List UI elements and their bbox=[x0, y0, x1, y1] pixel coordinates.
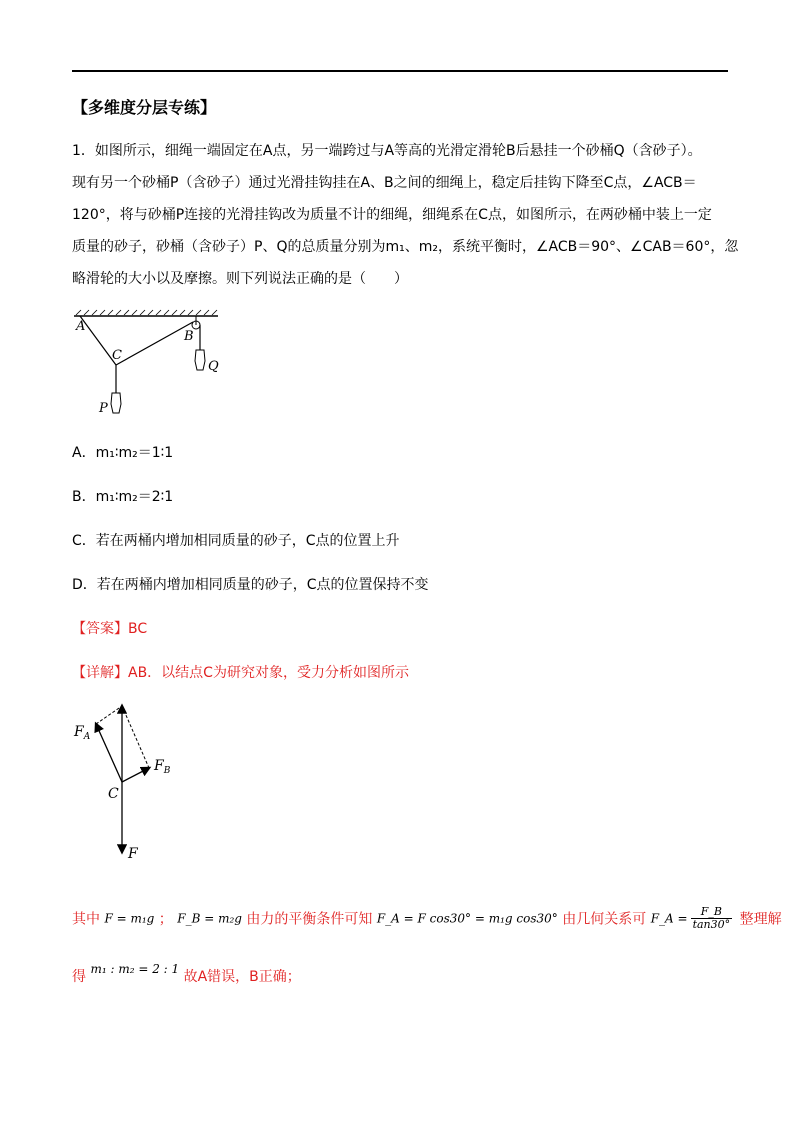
formula-line bbox=[72, 906, 782, 936]
answer bbox=[72, 618, 147, 638]
label-fa: $F_A$ bbox=[74, 724, 91, 742]
conclusion-eq: m₁ : m₂ = 2 : 1 bbox=[90, 962, 180, 976]
formula-sep: ； bbox=[158, 911, 173, 928]
dashed-line-2 bbox=[122, 706, 149, 768]
option-a-text: m₁∶m₂＝1∶1 bbox=[95, 445, 174, 461]
formula-text-2: 由力的平衡条件可知 bbox=[246, 911, 373, 928]
formula-eq1: F = m₁g bbox=[104, 911, 155, 926]
formula-eq4-lhs: F_A = bbox=[650, 911, 688, 926]
detail-text: AB．以结点C为研究对象，受力分析如图所示 bbox=[128, 665, 409, 681]
question-line-3: 120°，将与砂桶P连接的光滑挂钩改为质量不计的细绳，细绳系在C点，如图所示，在两砂桶中装上一定 bbox=[72, 207, 712, 223]
label-fb: $F_B$ bbox=[154, 758, 171, 776]
formula-eq2: F_B = m₂g bbox=[177, 911, 242, 926]
option-d-text: 若在两桶内增加相同质量的砂子，C点的位置保持不变 bbox=[96, 577, 429, 593]
question-line-1: 1．如图所示，细绳一端固定在A点，另一端跨过与A等高的光滑定滑轮B后悬挂一个砂桶Q（含砂子）。 bbox=[72, 143, 702, 159]
option-a bbox=[72, 442, 173, 462]
conclusion-line bbox=[72, 962, 301, 986]
bucket-p-icon bbox=[111, 393, 121, 413]
label-q: Q bbox=[208, 359, 219, 374]
section-title: 【多维度分层专练】 bbox=[72, 98, 217, 117]
question-line-5: 略滑轮的大小以及摩擦。则下列说法正确的是（ ） bbox=[72, 271, 408, 287]
question-line-2: 现有另一个砂桶P（含砂子）通过光滑挂钩挂在A、B之间的细绳上，稳定后挂钩下降至C点，∠ACB＝ bbox=[72, 175, 697, 191]
option-a-label: A． bbox=[72, 445, 96, 461]
formula-eq4-fraction bbox=[691, 906, 733, 931]
top-rule bbox=[72, 70, 728, 72]
formula-text-1: 其中 bbox=[72, 911, 100, 928]
label-b: B bbox=[184, 329, 194, 344]
rope-cb bbox=[116, 322, 193, 365]
label-f: F bbox=[128, 846, 138, 862]
option-d-label: D． bbox=[72, 577, 97, 593]
rope-ac bbox=[80, 316, 116, 365]
fraction-numerator: F_B bbox=[691, 906, 733, 919]
formula-eq3: F_A = F cos30° = m₁g cos30° bbox=[376, 911, 558, 926]
dashed-line-1 bbox=[96, 706, 122, 724]
conclusion-text-1: 得 bbox=[72, 969, 86, 985]
option-d bbox=[72, 574, 429, 594]
option-c-text: 若在两桶内增加相同质量的砂子，C点的位置上升 bbox=[95, 533, 400, 549]
fraction-denominator: tan30° bbox=[692, 918, 731, 931]
formula-text-3: 由几何关系可 bbox=[562, 911, 647, 928]
ceiling bbox=[74, 310, 218, 316]
answer-value: BC bbox=[128, 621, 148, 637]
option-b bbox=[72, 486, 173, 506]
label-p: P bbox=[99, 401, 108, 416]
option-b-label: B． bbox=[72, 489, 96, 505]
answer-prefix: 【答案】 bbox=[72, 621, 128, 637]
bucket-q-icon bbox=[195, 350, 205, 370]
detail-prefix: 【详解】 bbox=[72, 665, 128, 681]
conclusion-text-2: 故A错误，B正确； bbox=[183, 969, 301, 985]
option-c bbox=[72, 530, 400, 550]
formula-text-4: 整理解 bbox=[739, 911, 782, 928]
option-c-label: C． bbox=[72, 533, 96, 549]
label-a: A bbox=[76, 319, 86, 334]
force-diagram bbox=[72, 700, 202, 870]
question-line-4: 质量的砂子，砂桶（含砂子）P、Q的总质量分别为m₁、m₂，系统平衡时，∠ACB＝90°、∠CAB＝60°，忽 bbox=[72, 239, 739, 255]
force-fa-arrow bbox=[96, 724, 122, 782]
label-c: C bbox=[112, 348, 122, 363]
pulley-diagram bbox=[72, 308, 242, 420]
option-b-text: m₁∶m₂＝2∶1 bbox=[95, 489, 174, 505]
detail bbox=[72, 662, 409, 682]
force-fb-arrow bbox=[122, 768, 149, 782]
label-c-node: C bbox=[108, 786, 119, 802]
